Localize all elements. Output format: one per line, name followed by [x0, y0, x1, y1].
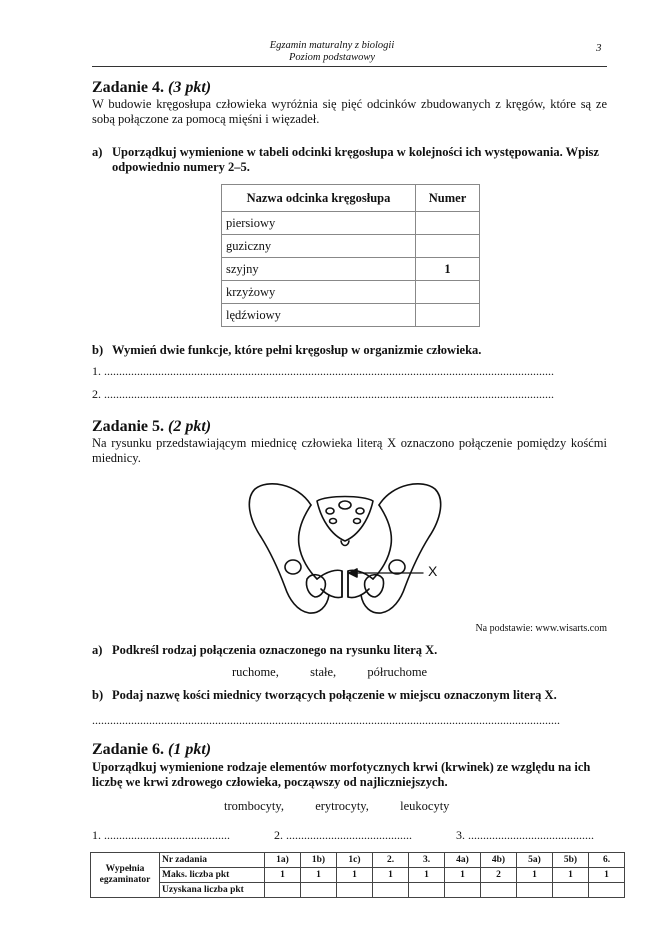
obtained-points-cell[interactable]	[481, 883, 517, 898]
max-points-cell: 1	[301, 868, 337, 883]
table-row	[222, 212, 480, 235]
task-number-cell: 5a)	[517, 853, 553, 868]
task-number-cell: 1b)	[301, 853, 337, 868]
task4-a-label: a)	[92, 145, 103, 159]
table-row	[222, 281, 480, 304]
table-row	[222, 258, 480, 281]
examiner-score-table	[90, 852, 625, 898]
row-label-max-points: Maks. liczba pkt	[160, 868, 265, 883]
obtained-points-cell[interactable]	[301, 883, 337, 898]
task5-intro: Na rysunku przedstawiającym miednicę człowieka literą X oznaczono połączenie pomiędzy kośćmi miednicy.	[92, 436, 607, 465]
segment-number-field[interactable]	[416, 304, 480, 327]
task5-question-a	[92, 643, 607, 658]
task-number-cell: 4a)	[445, 853, 481, 868]
order-answer-2[interactable]: 2. ..........................................	[274, 828, 412, 842]
row-label-task-number: Nr zadania	[160, 853, 265, 868]
max-points-cell: 1	[265, 868, 301, 883]
task6-question: Uporządkuj wymienione rodzaje elementów morfotycznych krwi (krwinek) ze względu na ich liczbę we krwi zdrowego człowieka, począwszy od najliczniejszych.	[92, 760, 591, 789]
answer-line-2[interactable]: 2. ......................................................................................................................................................	[92, 387, 554, 401]
table-row	[222, 235, 480, 258]
task6-heading	[92, 741, 211, 759]
segment-name: lędźwiowy	[222, 304, 416, 327]
segment-name: piersiowy	[222, 212, 416, 235]
segment-number-field[interactable]	[416, 281, 480, 304]
max-points-cell: 1	[373, 868, 409, 883]
task4-b-text: Wymień dwie funkcje, które pełni kręgosłup w organizmie człowieka.	[112, 343, 482, 357]
task5-points: (2 pkt)	[168, 418, 212, 435]
task-number-cell: 1c)	[337, 853, 373, 868]
table-row	[222, 304, 480, 327]
obtained-points-cell[interactable]	[409, 883, 445, 898]
task4-points: (3 pkt)	[168, 79, 212, 96]
segment-number-field[interactable]	[416, 235, 480, 258]
max-points-cell: 2	[481, 868, 517, 883]
exam-title: Egzamin maturalny z biologii	[269, 40, 395, 51]
task-number-cell: 5b)	[553, 853, 589, 868]
answer-line-1[interactable]: 1. ......................................................................................................................................................	[92, 364, 554, 378]
task5-b-label: b)	[92, 688, 104, 702]
max-points-cell: 1	[445, 868, 481, 883]
obtained-points-cell[interactable]	[337, 883, 373, 898]
task5-title: Zadanie 5.	[92, 418, 165, 435]
header-divider	[92, 66, 607, 67]
pelvis-illustration	[245, 475, 445, 620]
task4-question-b	[92, 343, 607, 358]
exam-level: Poziom podstawowy	[288, 52, 376, 63]
obtained-points-cell[interactable]	[265, 883, 301, 898]
max-points-cell: 1	[337, 868, 373, 883]
task5-b-text: Podaj nazwę kości miednicy tworzących połączenie w miejscu oznaczonym literą X.	[112, 688, 557, 702]
examiner-label: Wypełnia egzaminator	[91, 853, 160, 898]
answer-line-bones[interactable]: ............................................................................................................................................................	[92, 713, 560, 727]
task-number-cell: 4b)	[481, 853, 517, 868]
segment-number-field[interactable]: 1	[416, 258, 480, 281]
task-number-cell: 3.	[409, 853, 445, 868]
task6-points: (1 pkt)	[168, 741, 212, 758]
segment-name: guziczny	[222, 235, 416, 258]
col-header-number: Numer	[416, 185, 480, 212]
page-number: 3	[596, 42, 602, 54]
task-number-cell: 2.	[373, 853, 409, 868]
obtained-points-cell[interactable]	[445, 883, 481, 898]
task-number-cell: 6.	[589, 853, 625, 868]
task5-question-b	[92, 688, 607, 703]
task5-a-text: Podkreśl rodzaj połączenia oznaczonego na rysunku literą X.	[112, 643, 438, 657]
segment-number-field[interactable]	[416, 212, 480, 235]
max-points-cell: 1	[517, 868, 553, 883]
task5-heading	[92, 418, 211, 436]
max-points-cell: 1	[553, 868, 589, 883]
segment-name: szyjny	[222, 258, 416, 281]
row-label-obtained-points: Uzyskana liczba pkt	[160, 883, 265, 898]
blood-cell-options: trombocyty, erytrocyty, leukocyty	[224, 799, 450, 813]
obtained-points-cell[interactable]	[373, 883, 409, 898]
task6-title: Zadanie 6.	[92, 741, 165, 758]
image-source-credit: Na podstawie: www.wisarts.com	[475, 623, 607, 634]
order-answer-1[interactable]: 1. ..........................................	[92, 828, 230, 842]
segment-name: krzyżowy	[222, 281, 416, 304]
order-answer-3[interactable]: 3. ..........................................	[456, 828, 594, 842]
col-header-name: Nazwa odcinka kręgosłupa	[222, 185, 416, 212]
max-points-cell: 1	[409, 868, 445, 883]
task4-question-a	[92, 145, 607, 175]
task4-intro: W budowie kręgosłupa człowieka wyróżnia się pięć odcinków zbudowanych z kręgów, które są ze sobą połączone za pomocą mięśni i więzadeł.	[92, 97, 607, 126]
max-points-cell: 1	[589, 868, 625, 883]
obtained-points-cell[interactable]	[553, 883, 589, 898]
task4-title: Zadanie 4.	[92, 79, 165, 96]
figure-label-x: X	[428, 563, 438, 579]
obtained-points-cell[interactable]	[589, 883, 625, 898]
task-number-cell: 1a)	[265, 853, 301, 868]
joint-type-options[interactable]: ruchome, stałe, półruchome	[232, 665, 428, 679]
task4-heading	[92, 79, 211, 97]
task4-b-label: b)	[92, 343, 104, 357]
task4-a-text: Uporządkuj wymienione w tabeli odcinki kręgosłupa w kolejności ich występowania. Wpisz odpowiednio numery 2–5.	[112, 145, 599, 174]
obtained-points-cell[interactable]	[517, 883, 553, 898]
spine-segments-table	[221, 184, 480, 327]
task5-a-label: a)	[92, 643, 103, 657]
